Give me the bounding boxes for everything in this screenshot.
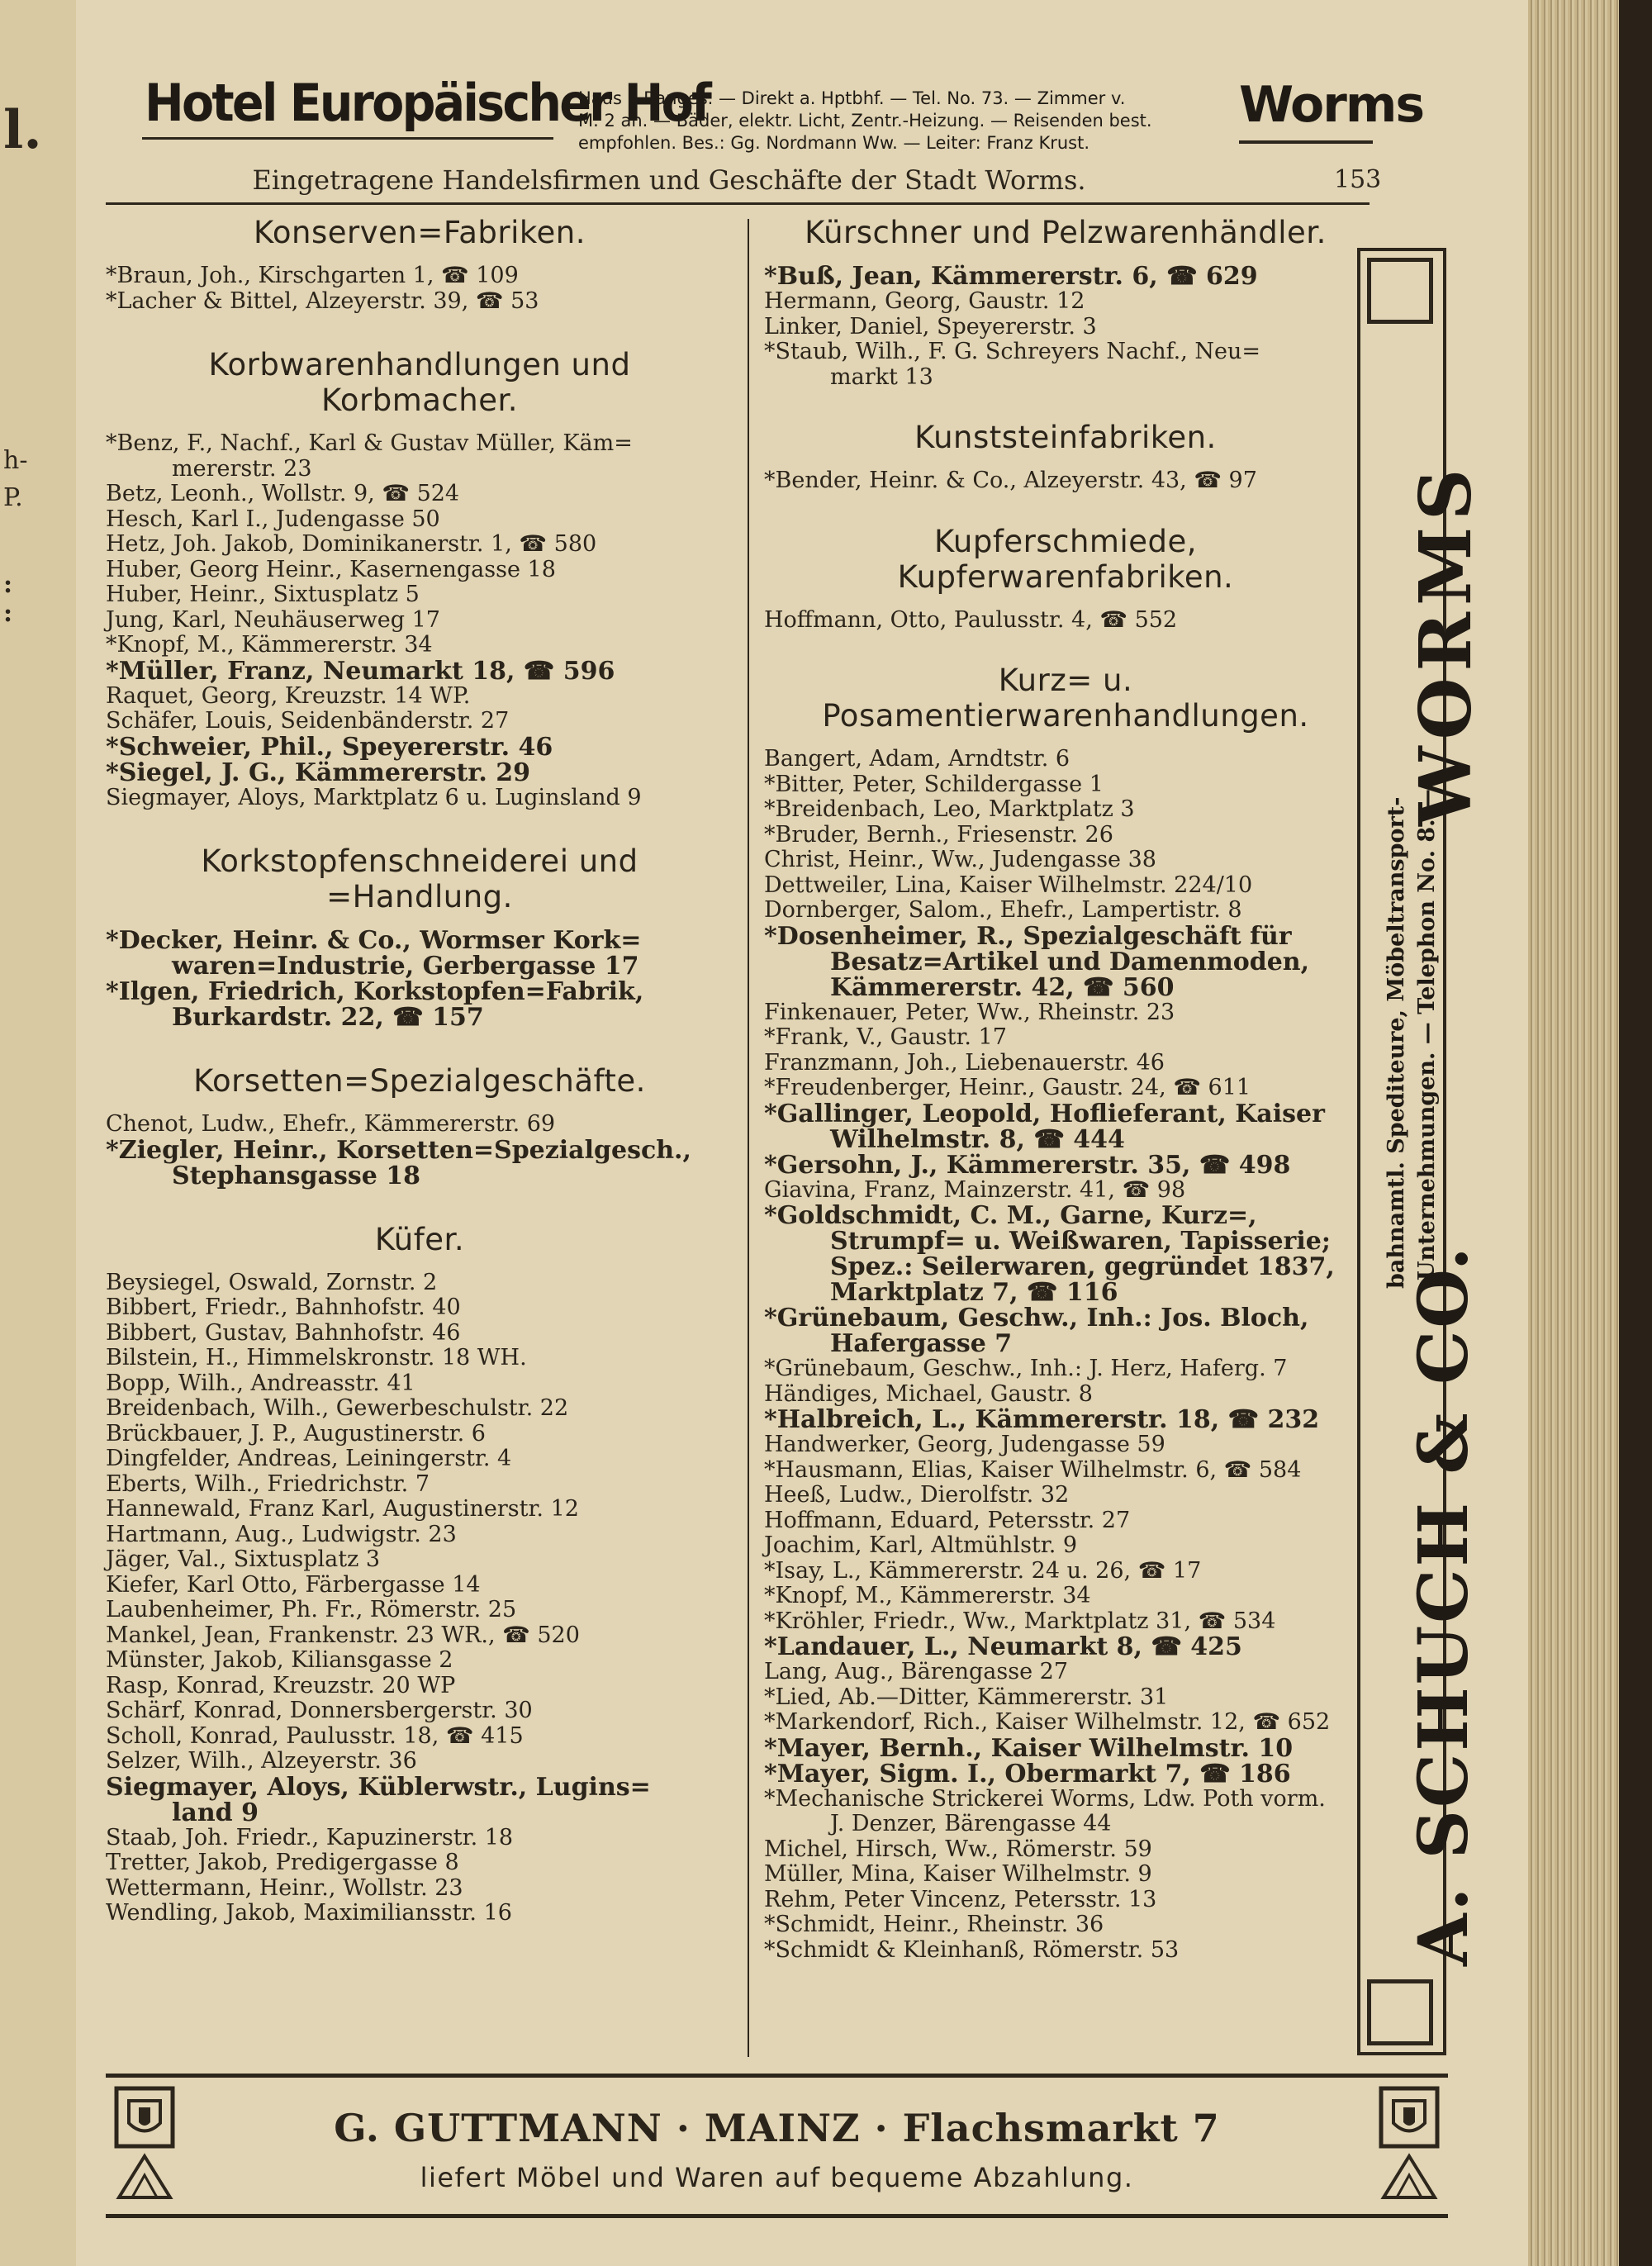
directory-entry: [764, 1382, 1367, 1408]
hotel-ad-line: Haus I. Ranges. — Direkt a. Hptbhf. — Tel. No. 73. — Zimmer v.: [578, 88, 1126, 108]
directory-entry: [764, 848, 1367, 873]
entry-text: *Schmidt, Heinr., Rheinstr. 36: [764, 1912, 1104, 1937]
directory-entry: [764, 1407, 1367, 1432]
directory-entry: [764, 1761, 1367, 1787]
directory-entry: [106, 532, 733, 558]
entry-continuation: Hafergasse 7: [830, 1329, 1013, 1358]
entry-text: *Ziegler, Heinr., Korsetten=Spezialgesch.,: [106, 1135, 691, 1165]
entry-text: *Bitter, Peter, Schildergasse 1: [764, 771, 1104, 797]
directory-entry: [764, 315, 1367, 340]
directory-entry: [106, 1112, 733, 1138]
entry-text: Wendling, Jakob, Maximiliansstr. 16: [106, 1900, 512, 1926]
directory-entry: [106, 1371, 733, 1397]
entry-text: Hetz, Joh. Jakob, Dominikanerstr. 1, ☎ 580: [106, 531, 597, 557]
entry-continuation: Burkardstr. 22, ☎ 157: [172, 1003, 484, 1032]
entry-text: *Staub, Wilh., F. G. Schreyers Nachf., Neu=: [764, 339, 1261, 364]
directory-entry: [106, 507, 733, 533]
directory-entry: [106, 264, 733, 289]
directory-entry: [106, 684, 733, 710]
side-advert-line: bahnamtl. Spediteure, Möbeltransport-: [1384, 796, 1409, 1289]
directory-entry: [764, 1938, 1367, 1964]
directory-entry: [764, 1051, 1367, 1076]
entry-text: Dingfelder, Andreas, Leiningerstr. 4: [106, 1446, 512, 1471]
prev-page-fragment: h-: [3, 446, 28, 475]
directory-entry: [764, 747, 1367, 772]
directory-entry: [764, 921, 1367, 1002]
directory-entry: [106, 1876, 733, 1902]
directory-entry: [764, 340, 1367, 390]
directory-entry: [764, 1458, 1367, 1484]
section-heading: Kunststeinfabriken.: [914, 420, 1217, 455]
directory-entry: [106, 1749, 733, 1774]
directory-entry: [106, 1547, 733, 1573]
entry-text: Tretter, Jakob, Predigergasse 8: [106, 1850, 459, 1875]
side-advert-name: A. SCHUCH & CO.: [1404, 1244, 1483, 1966]
directory-entry: [764, 873, 1367, 899]
square-ornament: [1367, 1979, 1433, 2045]
entry-text: *Goldschmidt, C. M., Garne, Kurz=,: [764, 1201, 1257, 1230]
entry-text: *Decker, Heinr. & Co., Wormser Kork=: [106, 926, 642, 955]
page-number: 153: [1334, 165, 1382, 194]
entry-text: Schäfer, Louis, Seidenbänderstr. 27: [106, 708, 510, 734]
directory-entry: [764, 1660, 1367, 1685]
directory-entry: [764, 1685, 1367, 1711]
directory-entry: [764, 1912, 1367, 1938]
entry-text: Michel, Hirsch, Ww., Römerstr. 59: [764, 1836, 1152, 1862]
directory-entry: [764, 1888, 1367, 1913]
entry-continuation: mererstr. 23: [172, 455, 312, 482]
footer-advert: [106, 2074, 1448, 2218]
entry-text: *Knopf, M., Kämmererstr. 34: [764, 1583, 1091, 1608]
entry-text: *Hausmann, Elias, Kaiser Wilhelmstr. 6, ☎ 584: [764, 1456, 1302, 1483]
directory-entry: [106, 1346, 733, 1371]
entry-text: Bibbert, Friedr., Bahnhofstr. 40: [106, 1295, 461, 1320]
entry-text: Staab, Joh. Friedr., Kapuzinerstr. 18: [106, 1824, 514, 1850]
entry-text: Hartmann, Aug., Ludwigstr. 23: [106, 1521, 457, 1547]
directory-entry: [106, 709, 733, 734]
directory-entry: [106, 1321, 733, 1347]
entry-text: Dettweiler, Lina, Kaiser Wilhelmstr. 224/10: [764, 872, 1253, 898]
entry-text: Bibbert, Gustav, Bahnhofstr. 46: [106, 1319, 461, 1346]
entry-text: *Knopf, M., Kämmererstr. 34: [106, 632, 433, 658]
entry-text: *Frank, V., Gaustr. 17: [764, 1024, 1007, 1050]
entry-text: Hoffmann, Otto, Paulusstr. 4, ☎ 552: [764, 606, 1178, 633]
entry-text: Jung, Karl, Neuhäuserweg 17: [106, 606, 440, 633]
directory-entry: [764, 1710, 1367, 1736]
entry-text: Bangert, Adam, Arndtstr. 6: [764, 746, 1070, 772]
entry-text: Händiges, Michael, Gaustr. 8: [764, 1380, 1093, 1407]
directory-entry: [764, 1305, 1367, 1356]
entry-text: *Schmidt & Kleinhanß, Römerstr. 53: [764, 1936, 1180, 1963]
entry-text: Huber, Georg Heinr., Kasernengasse 18: [106, 556, 556, 582]
entry-text: Hoffmann, Eduard, Petersstr. 27: [764, 1507, 1131, 1533]
entry-text: Rehm, Peter Vincenz, Petersstr. 13: [764, 1886, 1157, 1912]
side-advert-line: Unternehmungen. — Telephon No. 8. —: [1414, 789, 1440, 1280]
page-block-edge: [1528, 0, 1619, 2266]
hotel-ad-line: M. 2 an. — Bäder, elektr. Licht, Zentr.-Heizung. — Reisenden best.: [578, 111, 1152, 131]
entry-text: *Benz, F., Nachf., Karl & Gustav Müller, Käm=: [106, 430, 633, 456]
directory-entry: [106, 734, 733, 760]
hotel-underline: [142, 137, 553, 140]
left-column: [106, 215, 733, 1926]
directory-entry: [106, 1724, 733, 1750]
entry-text: Laubenheimer, Ph. Fr., Römerstr. 25: [106, 1597, 517, 1622]
entry-text: Hannewald, Franz Karl, Augustinerstr. 12: [106, 1496, 579, 1522]
entry-text: Bopp, Wilh., Andreasstr. 41: [106, 1370, 415, 1396]
prev-page-fragment: :: [3, 599, 13, 628]
entry-text: Siegmayer, Aloys, Marktplatz 6 u. Luginsland 9: [106, 784, 642, 810]
entry-text: *Isay, L., Kämmererstr. 24 u. 26, ☎ 17: [764, 1557, 1202, 1584]
entry-text: *Buß, Jean, Kämmererstr. 6, ☎ 629: [764, 262, 1258, 291]
directory-entry: [106, 1623, 733, 1649]
entry-text: Joachim, Karl, Altmühlstr. 9: [764, 1532, 1078, 1558]
directory-entry: [106, 1295, 733, 1321]
footer-advert-slogan: liefert Möbel und Waren auf bequeme Abzahlung.: [420, 2162, 1134, 2193]
entry-text: *Mayer, Sigm. I., Obermarkt 7, ☎ 186: [764, 1759, 1291, 1789]
directory-entry: [106, 1674, 733, 1699]
entry-text: Heeß, Ludw., Dierolfstr. 32: [764, 1482, 1070, 1508]
entry-text: *Siegel, J. G., Kämmererstr. 29: [106, 758, 531, 787]
hotel-advert-name: Hotel Europäischer Hof: [145, 73, 710, 133]
directory-entry: [764, 1508, 1367, 1534]
entry-text: *Bender, Heinr. & Co., Alzeyerstr. 43, ☎ 97: [764, 468, 1257, 493]
entry-text: Kiefer, Karl Otto, Färbergasse 14: [106, 1571, 481, 1598]
entry-text: Franzmann, Joh., Liebenauerstr. 46: [764, 1049, 1165, 1076]
directory-entry: [764, 1533, 1367, 1559]
entry-text: Hermann, Georg, Gaustr. 12: [764, 288, 1085, 314]
directory-entry: [106, 1497, 733, 1523]
entry-continuation: Spez.: Seilerwaren, gegründet 1837,: [830, 1252, 1335, 1281]
footer-advert-name: G. GUTTMANN · MAINZ · Flachsmarkt 7: [334, 2106, 1220, 2150]
section-heading: Küfer.: [374, 1221, 465, 1257]
side-advert-city: WORMS: [1404, 462, 1488, 826]
directory-entry: [106, 289, 733, 315]
directory-entry: [106, 1850, 733, 1876]
entry-text: *Bruder, Bernh., Friesenstr. 26: [764, 821, 1113, 848]
worms-underline: [1239, 140, 1373, 144]
entry-text: Selzer, Wilh., Alzeyerstr. 36: [106, 1748, 417, 1774]
entry-continuation: Stephansgasse 18: [172, 1161, 421, 1190]
previous-page-edge: [0, 0, 78, 2266]
directory-entry: [764, 1733, 1367, 1763]
entry-text: Siegmayer, Aloys, Küblerwstr., Lugins=: [106, 1772, 651, 1802]
entry-text: Wettermann, Heinr., Wollstr. 23: [106, 1874, 463, 1901]
square-ornament: [1367, 258, 1433, 324]
entry-text: Scholl, Konrad, Paulusstr. 18, ☎ 415: [106, 1722, 524, 1749]
directory-entry: [764, 1101, 1367, 1152]
directory-entry: [764, 608, 1367, 634]
column-divider: [748, 219, 749, 2057]
entry-text: *Gersohn, J., Kämmererstr. 35, ☎ 498: [764, 1150, 1291, 1180]
directory-entry: [106, 1447, 733, 1472]
right-column: [764, 215, 1367, 1963]
directory-entry: [106, 786, 733, 811]
section-heading: Kürschner und Pelzwarenhändler.: [805, 215, 1327, 250]
directory-entry: [764, 823, 1367, 848]
entry-continuation: Kämmererstr. 42, ☎ 560: [830, 972, 1175, 1002]
hotel-advert-text: [578, 88, 1239, 154]
entry-text: Brückbauer, J. P., Augustinerstr. 6: [106, 1420, 486, 1447]
entry-text: *Lied, Ab.—Ditter, Kämmererstr. 31: [764, 1684, 1169, 1710]
directory-entry: [106, 608, 733, 634]
entry-text: *Markendorf, Rich., Kaiser Wilhelmstr. 12, ☎ 652: [764, 1709, 1331, 1735]
directory-entry: [764, 1025, 1367, 1051]
directory-entry: [764, 772, 1367, 798]
section-heading: Korsetten=Spezialgeschäfte.: [193, 1063, 646, 1099]
directory-entry: [106, 1698, 733, 1724]
directory-entry: [106, 928, 733, 979]
directory-entry: [764, 1178, 1367, 1204]
directory-entry: [764, 289, 1367, 315]
entry-text: *Breidenbach, Leo, Marktplatz 3: [764, 796, 1135, 822]
directory-entry: [764, 1837, 1367, 1863]
entry-text: Jäger, Val., Sixtusplatz 3: [106, 1546, 381, 1572]
entry-text: Huber, Heinr., Sixtusplatz 5: [106, 582, 420, 607]
entry-text: Hesch, Karl I., Judengasse 50: [106, 506, 440, 532]
entry-continuation: land 9: [172, 1798, 259, 1827]
directory-entry: [764, 1584, 1367, 1609]
directory-entry: [764, 1203, 1367, 1305]
prev-page-fragment: P.: [3, 483, 23, 512]
directory-entry: [764, 1356, 1367, 1382]
directory-entry: [106, 1901, 733, 1926]
directory-entry: [106, 1598, 733, 1623]
directory-entry: [764, 1559, 1367, 1584]
entry-text: Lang, Aug., Bärengasse 27: [764, 1659, 1069, 1684]
entry-text: Schärf, Konrad, Donnersbergerstr. 30: [106, 1698, 533, 1723]
entry-text: *Mechanische Strickerei Worms, Ldw. Poth vorm.: [764, 1785, 1326, 1812]
entry-text: Mankel, Jean, Frankenstr. 23 WR., ☎ 520: [106, 1622, 580, 1648]
prev-page-fragment: :: [3, 570, 13, 599]
section-heading: Korbwarenhandlungen und Korbmacher.: [208, 347, 631, 418]
entry-text: *Landauer, L., Neumarkt 8, ☎ 425: [764, 1632, 1242, 1661]
entry-text: Handwerker, Georg, Judengasse 59: [764, 1432, 1165, 1457]
entry-continuation: Strumpf= u. Weißwaren, Tapisserie;: [830, 1227, 1331, 1256]
directory-entry: [764, 1862, 1367, 1888]
entry-text: Betz, Leonh., Wollstr. 9, ☎ 524: [106, 481, 460, 506]
directory-entry: [106, 633, 733, 658]
directory-entry: [106, 582, 733, 608]
directory-entry: [764, 1483, 1367, 1508]
entry-text: Dornberger, Salom., Ehefr., Lampertistr. 8: [764, 897, 1242, 923]
directory-entry: [106, 1396, 733, 1422]
directory-entry: [106, 1523, 733, 1548]
entry-continuation: Marktplatz 7, ☎ 116: [830, 1278, 1118, 1307]
hotel-ad-line: empfohlen. Bes.: Gg. Nordmann Ww. — Leiter: Franz Krust.: [578, 133, 1090, 153]
entry-text: *Kröhler, Friedr., Ww., Marktplatz 31, ☎ 534: [764, 1608, 1276, 1634]
section-heading: Korkstopfenschneiderei und =Handlung.: [201, 843, 638, 914]
hotel-advert-city: Worms: [1239, 76, 1424, 134]
entry-text: *Braun, Joh., Kirschgarten 1, ☎ 109: [106, 263, 519, 288]
entry-text: Finkenauer, Peter, Ww., Rheinstr. 23: [764, 999, 1175, 1025]
directory-entry: [764, 1432, 1367, 1458]
directory-entry: [106, 1573, 733, 1599]
entry-text: Bilstein, H., Himmelskronstr. 18 WH.: [106, 1345, 527, 1371]
entry-text: Giavina, Franz, Mainzerstr. 41, ☎ 98: [764, 1176, 1186, 1203]
entry-text: Müller, Mina, Kaiser Wilhelmstr. 9: [764, 1861, 1152, 1887]
entry-text: *Ilgen, Friedrich, Korkstopfen=Fabrik,: [106, 977, 644, 1006]
section-heading: Kurz= u. Posamentierwarenhandlungen.: [822, 663, 1309, 734]
entry-text: Breidenbach, Wilh., Gewerbeschulstr. 22: [106, 1395, 569, 1421]
entry-text: Chenot, Ludw., Ehefr., Kämmererstr. 69: [106, 1111, 556, 1137]
entry-text: Beysiegel, Oswald, Zornstr. 2: [106, 1269, 438, 1295]
directory-entry: [106, 1648, 733, 1674]
entry-text: *Freudenberger, Heinr., Gaustr. 24, ☎ 611: [764, 1075, 1251, 1100]
directory-entry: [106, 979, 733, 1030]
directory-entry: [106, 1774, 733, 1826]
directory-entry: [764, 1076, 1367, 1101]
entry-text: Rasp, Konrad, Kreuzstr. 20 WP: [106, 1672, 456, 1698]
directory-entry: [106, 1422, 733, 1447]
entry-continuation: J. Denzer, Bärengasse 44: [830, 1811, 1112, 1836]
entry-text: Christ, Heinr., Ww., Judengasse 38: [764, 847, 1156, 872]
entry-continuation: waren=Industrie, Gerbergasse 17: [172, 952, 639, 981]
entry-text: *Grünebaum, Geschw., Inh.: Jos. Bloch,: [764, 1304, 1309, 1333]
directory-entry: [764, 898, 1367, 924]
directory-entry: [764, 1634, 1367, 1660]
directory-entry: [764, 1000, 1367, 1026]
entry-text: *Dosenheimer, R., Spezialgeschäft für: [764, 921, 1292, 951]
directory-entry: [764, 1152, 1367, 1178]
directory-entry: [106, 1135, 733, 1190]
directory-entry: [764, 264, 1367, 289]
entry-text: *Schweier, Phil., Speyererstr. 46: [106, 732, 553, 762]
directory-entry: [106, 1472, 733, 1498]
header-rule: [106, 202, 1370, 205]
directory-entry: [106, 482, 733, 507]
running-head: Eingetragene Handelsfirmen und Geschäfte der Stadt Worms.: [252, 164, 1086, 196]
entry-continuation: markt 13: [830, 363, 933, 390]
prev-page-fragment: l.: [3, 99, 42, 161]
directory-entry: [106, 1826, 733, 1851]
entry-continuation: Besatz=Artikel und Damenmoden,: [830, 947, 1310, 976]
entry-text: *Gallinger, Leopold, Hoflieferant, Kaiser: [764, 1099, 1325, 1128]
directory-entry: [764, 1609, 1367, 1635]
entry-text: Linker, Daniel, Speyererstr. 3: [764, 313, 1097, 340]
entry-text: *Müller, Franz, Neumarkt 18, ☎ 596: [106, 656, 615, 686]
entry-text: Raquet, Georg, Kreuzstr. 14 WP.: [106, 682, 471, 709]
entry-continuation: Wilhelmstr. 8, ☎ 444: [830, 1124, 1125, 1154]
directory-entry: [764, 1787, 1367, 1837]
section-heading: Konserven=Fabriken.: [254, 215, 586, 250]
entry-text: *Lacher & Bittel, Alzeyerstr. 39, ☎ 53: [106, 287, 539, 314]
directory-entry: [106, 658, 733, 684]
directory-entry: [106, 760, 733, 786]
entry-text: Eberts, Wilh., Friedrichstr. 7: [106, 1470, 430, 1497]
directory-entry: [106, 431, 733, 482]
entry-text: Münster, Jakob, Kiliansgasse 2: [106, 1647, 453, 1673]
directory-entry: [764, 797, 1367, 823]
section-heading: Kupferschmiede, Kupferwarenfabriken.: [897, 523, 1234, 595]
entry-text: *Mayer, Bernh., Kaiser Wilhelmstr. 10: [764, 1733, 1294, 1763]
entry-text: *Grünebaum, Geschw., Inh.: J. Herz, Haferg. 7: [764, 1356, 1288, 1381]
directory-entry: [106, 1271, 733, 1296]
entry-text: *Halbreich, L., Kämmererstr. 18, ☎ 232: [764, 1405, 1320, 1434]
directory-entry: [106, 558, 733, 583]
directory-entry: [764, 468, 1367, 494]
